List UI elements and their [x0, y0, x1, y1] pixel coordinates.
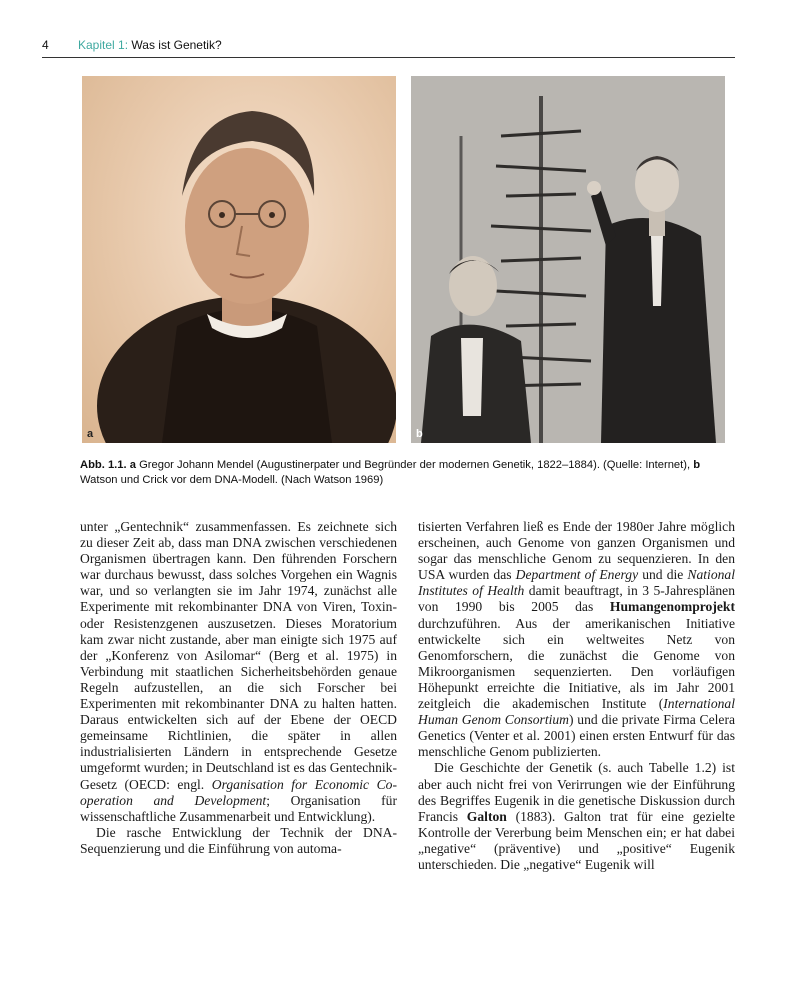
italic-text: Department of Energy	[515, 567, 639, 583]
panel-a-label: a	[87, 428, 94, 440]
chapter-title: Was ist Genetik?	[131, 38, 222, 52]
text-run: ) und die private Firma Celera Genetics (Venter et al. 2001) einen ersten Entwurf für das menschliche Genom publizierten.	[418, 712, 736, 760]
italic-text: Organisation for Economic Co-operation and Development	[80, 776, 398, 808]
text-run: (1883). Galton trat für eine gezielte Kontrolle der Vererbung beim Menschen ein; er hat dabei „negative“ (präventive) und „positive“ Eugenik unterschieden. Die „negative“ Eugenik will	[418, 808, 735, 872]
body-column-right	[418, 519, 735, 873]
watson-crick-image	[411, 76, 725, 443]
caption-a-text: Gregor Johann Mendel (Augustinerpater und Begründer der modernen Genetik, 1822–1884). (Quelle: Internet),	[139, 459, 691, 471]
bold-term: Humangenomprojekt	[609, 599, 735, 615]
chapter-heading	[78, 38, 222, 52]
chapter-label: Kapitel 1:	[78, 38, 129, 52]
panel-b-label: b	[416, 428, 423, 440]
caption-a-letter: a	[129, 459, 136, 471]
paragraph	[418, 760, 735, 873]
caption-b-text: Watson und Crick vor dem DNA-Modell. (Nach Watson 1969)	[80, 474, 384, 486]
caption-prefix: Abb. 1.1.	[80, 459, 127, 471]
figure-photo-mendel	[82, 76, 396, 443]
paragraph	[80, 519, 397, 825]
italic-text: National Institutes of Health	[418, 567, 735, 599]
text-run: tisierten Verfahren ließ es Ende der 1980er Jahre möglich erscheinen, auch Genome von ganzen Organismen und sogar das menschliche Genom zu sequenzieren. In den USA wurden das	[418, 519, 735, 583]
mendel-portrait-image	[82, 76, 396, 443]
text-run: und die	[638, 567, 688, 583]
page-number: 4	[42, 38, 49, 52]
text-run: durchzuführen. Aus der amerikanischen Initiative entwickelte sich ein weltweites Netz von Genomforschern, die zunächst die Genome von Mikroorganismen sequenzierten. Den vorläufigen Höhepunkt erreichte die Initiative, als im Jahr 2001 zeitgleich die akademischen Institute (	[418, 615, 735, 712]
text-run: Die Geschichte der Genetik (s. auch Tabelle 1.2) ist aber auch nicht frei von Verirrungen wie der Einführung des Begriffes Eugenik in die genetische Diskussion durch Francis	[418, 760, 735, 824]
body-column-left	[80, 519, 397, 857]
figure-caption	[80, 458, 735, 488]
figure-photo-watson-crick	[411, 76, 725, 443]
text-run: damit beauftragt, in 3 5-Jahresplänen von 1990 bis 2005 das	[418, 583, 735, 615]
paragraph: Die rasche Entwicklung der Technik der DNA-Sequenzierung und die Einführung von automa-	[80, 824, 397, 856]
bold-term: Galton	[466, 808, 507, 824]
text-run: unter „Gentechnik“ zusammenfassen. Es zeichnete sich zu dieser Zeit ab, dass man DNA zwischen verschiedenen Organismen übertragen kann. Den führenden Forschern war durchaus bewusst, dass solches Vorgehen ein Wagnis war, und so verlangten sie im Jahr 1974, zunächst alle Experimente mit rekombinanter DNA von Viren, Toxin- oder Resistenzgenen auszusetzen. Dieses Moratorium kam zwar nicht zustande, aber man einigte sich 1975 auf der „Konferenz von Asilomar“ (Berg et al. 1975) in Verbindung mit staatlichen Sicherheitsbehörden genaue Regeln aufzustellen, an die sich Forscher bei Experimenten mit rekombinanter DNA zu halten hatten. Daraus entwickelten sich auf der Ebene der OECD gemeinsame Richtlinien, die später in allen industrialisierten Ländern in entsprechende Gesetze umgeformt wurden; in Deutschland ist es das Gentechnik-Gesetz (OECD: engl.	[80, 519, 397, 792]
running-header	[42, 37, 735, 58]
text-run: ; Organisation für wissenschaftliche Zusammenarbeit und Entwicklung).	[80, 792, 397, 824]
italic-text: International Human Genom Consortium	[418, 696, 735, 728]
caption-b-letter: b	[693, 459, 701, 471]
paragraph	[418, 519, 735, 760]
